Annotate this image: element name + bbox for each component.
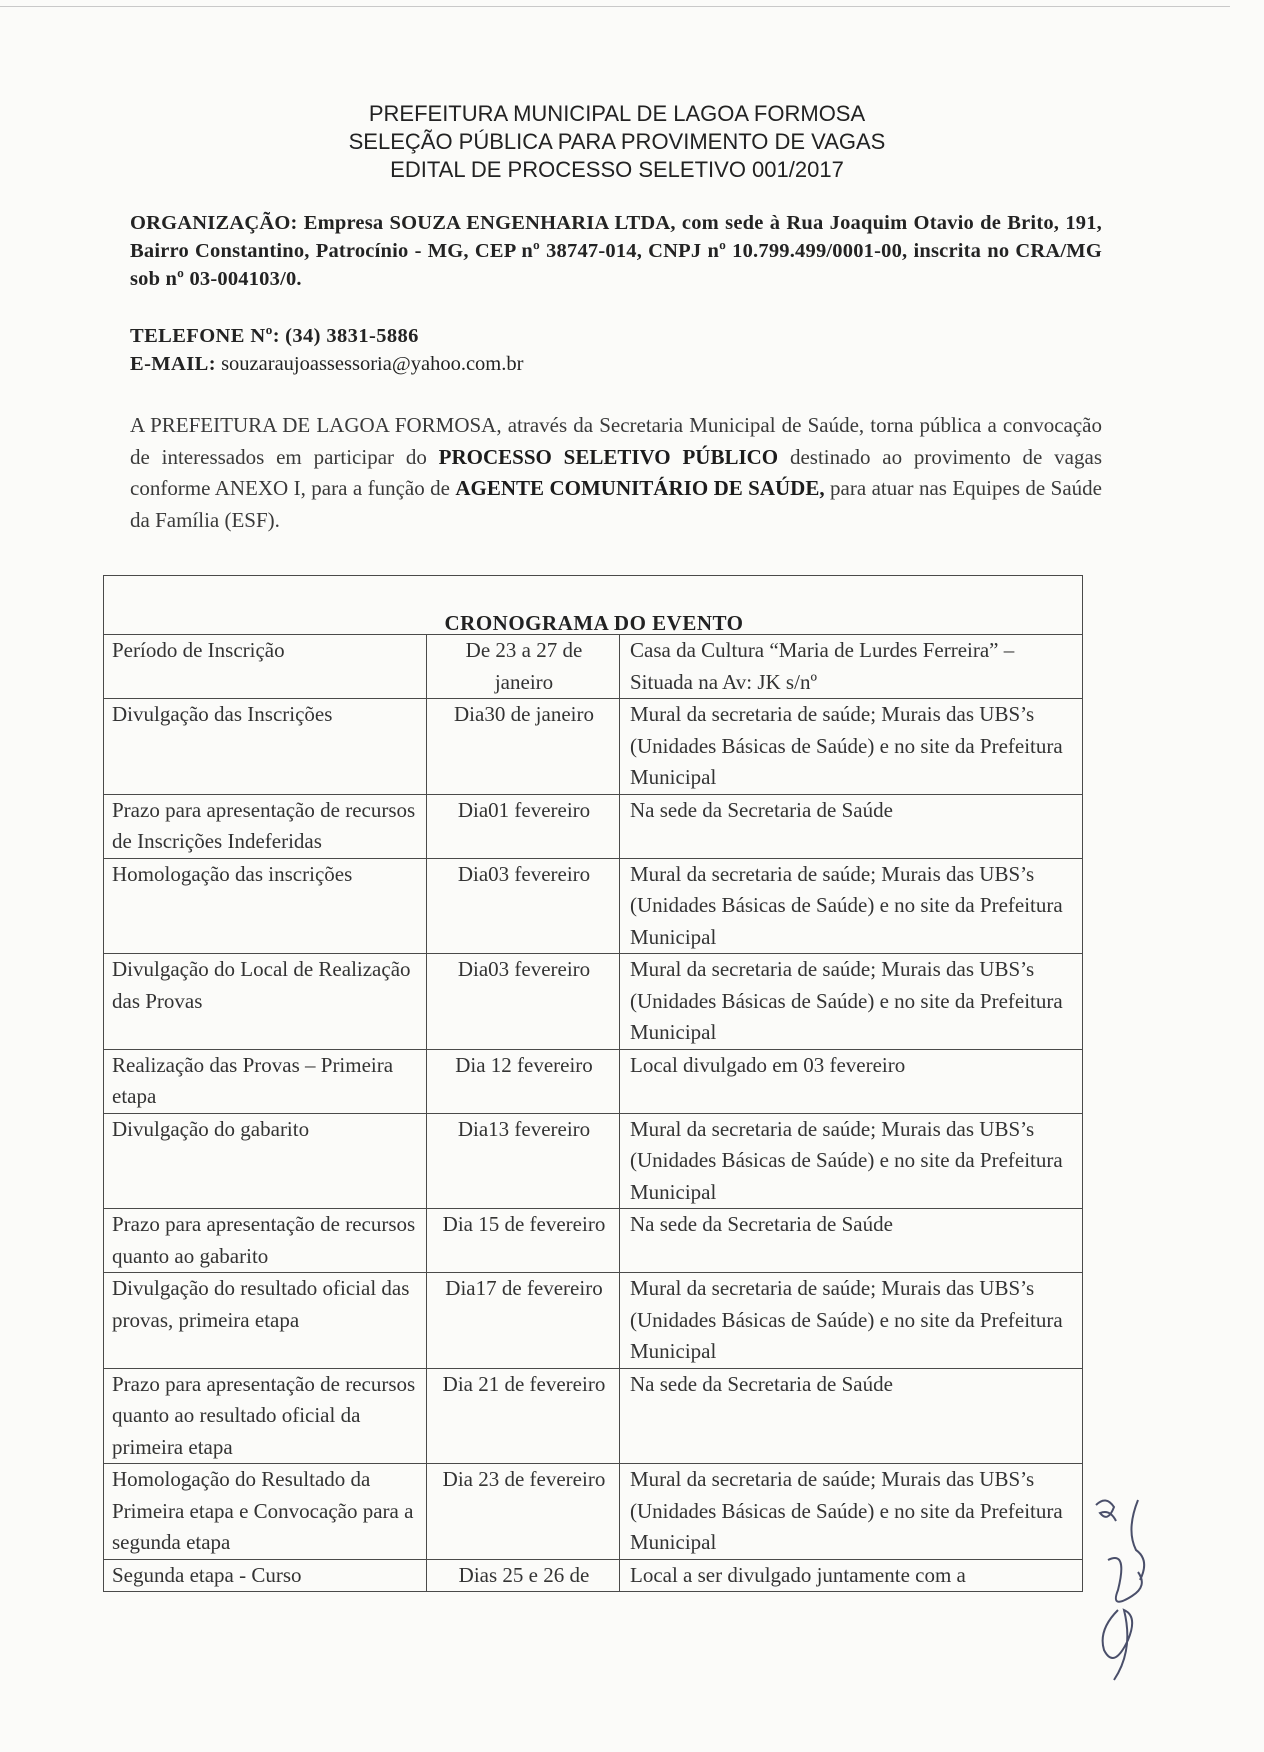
schedule-event-cell: Homologação do Resultado da Primeira etapa e Convocação para a segunda etapa bbox=[104, 1464, 427, 1560]
schedule-row bbox=[104, 1368, 1083, 1464]
phone-number: (34) 3831-5886 bbox=[285, 325, 419, 347]
schedule-table bbox=[103, 575, 1083, 1592]
schedule-place-cell: Mural da secretaria de saúde; Murais das UBS’s (Unidades Básicas de Saúde) e no site da Prefeitura Municipal bbox=[620, 1273, 1083, 1369]
schedule-title: CRONOGRAMA DO EVENTO bbox=[104, 576, 1083, 635]
handwritten-signature-icon bbox=[1088, 1490, 1198, 1690]
schedule-row bbox=[104, 794, 1083, 858]
schedule-place-cell: Local a ser divulgado juntamente com a bbox=[620, 1559, 1083, 1592]
intro-paragraph bbox=[130, 410, 1102, 536]
schedule-event-cell: Divulgação do gabarito bbox=[104, 1113, 427, 1209]
email-line bbox=[130, 350, 523, 378]
phone-line bbox=[130, 322, 523, 350]
schedule-date-cell: Dia01 fevereiro bbox=[427, 794, 620, 858]
schedule-date-cell: Dia 15 de fevereiro bbox=[427, 1209, 620, 1273]
schedule-place-cell: Casa da Cultura “Maria de Lurdes Ferreira” – Situada na Av: JK s/nº bbox=[620, 635, 1083, 699]
schedule-place-cell: Na sede da Secretaria de Saúde bbox=[620, 1368, 1083, 1464]
schedule-event-cell: Divulgação do resultado oficial das provas, primeira etapa bbox=[104, 1273, 427, 1369]
schedule-date-cell: Dia 12 fevereiro bbox=[427, 1049, 620, 1113]
email-label: E-MAIL: bbox=[130, 353, 216, 375]
schedule-row bbox=[104, 635, 1083, 699]
schedule-place-cell: Mural da secretaria de saúde; Murais das UBS’s (Unidades Básicas de Saúde) e no site da Prefeitura Municipal bbox=[620, 1464, 1083, 1560]
phone-label: TELEFONE Nº: bbox=[130, 325, 280, 347]
schedule-row bbox=[104, 1559, 1083, 1592]
schedule-row bbox=[104, 1273, 1083, 1369]
schedule-event-cell: Prazo para apresentação de recursos quanto ao resultado oficial da primeira etapa bbox=[104, 1368, 427, 1464]
schedule-date-cell: Dia03 fevereiro bbox=[427, 954, 620, 1050]
schedule-date-cell: Dia17 de fevereiro bbox=[427, 1273, 620, 1369]
schedule-title-row bbox=[104, 576, 1083, 635]
schedule-date-cell: Dia 23 de fevereiro bbox=[427, 1464, 620, 1560]
header-line-2: SELEÇÃO PÚBLICA PARA PROVIMENTO DE VAGAS bbox=[348, 129, 886, 154]
schedule-event-cell: Divulgação das Inscrições bbox=[104, 699, 427, 795]
schedule-event-cell: Prazo para apresentação de recursos de Inscrições Indeferidas bbox=[104, 794, 427, 858]
schedule-row bbox=[104, 1049, 1083, 1113]
schedule-date-cell: Dias 25 e 26 de bbox=[427, 1559, 620, 1592]
schedule-event-cell: Prazo para apresentação de recursos quanto ao gabarito bbox=[104, 1209, 427, 1273]
intro-part-3: para atuar nas Equipes de Saúde da Família (ESF). bbox=[130, 476, 1102, 532]
schedule-place-cell: Na sede da Secretaria de Saúde bbox=[620, 1209, 1083, 1273]
schedule-row bbox=[104, 1209, 1083, 1273]
schedule-date-cell: Dia30 de janeiro bbox=[427, 699, 620, 795]
intro-bold-2: AGENTE COMUNITÁRIO DE SAÚDE, bbox=[455, 476, 825, 500]
schedule-place-cell: Mural da secretaria de saúde; Murais das UBS’s (Unidades Básicas de Saúde) e no site da Prefeitura Municipal bbox=[620, 858, 1083, 954]
schedule-place-cell: Mural da secretaria de saúde; Murais das UBS’s (Unidades Básicas de Saúde) e no site da Prefeitura Municipal bbox=[620, 1113, 1083, 1209]
schedule-place-cell: Mural da secretaria de saúde; Murais das UBS’s (Unidades Básicas de Saúde) e no site da Prefeitura Municipal bbox=[620, 954, 1083, 1050]
email-address: souzaraujoassessoria@yahoo.com.br bbox=[221, 353, 524, 375]
schedule-event-cell: Homologação das inscrições bbox=[104, 858, 427, 954]
schedule-date-cell: Dia13 fevereiro bbox=[427, 1113, 620, 1209]
header-line-1: PREFEITURA MUNICIPAL DE LAGOA FORMOSA bbox=[368, 101, 866, 126]
schedule-event-cell: Divulgação do Local de Realização das Provas bbox=[104, 954, 427, 1050]
schedule-event-cell: Período de Inscrição bbox=[104, 635, 427, 699]
scan-edge-line bbox=[0, 6, 1230, 7]
schedule-place-cell: Mural da secretaria de saúde; Murais das UBS’s (Unidades Básicas de Saúde) e no site da Prefeitura Municipal bbox=[620, 699, 1083, 795]
schedule-row bbox=[104, 1464, 1083, 1560]
schedule-place-cell: Na sede da Secretaria de Saúde bbox=[620, 794, 1083, 858]
schedule-row bbox=[104, 1113, 1083, 1209]
schedule-date-cell: Dia 21 de fevereiro bbox=[427, 1368, 620, 1464]
schedule-row bbox=[104, 954, 1083, 1050]
schedule-event-cell: Realização das Provas – Primeira etapa bbox=[104, 1049, 427, 1113]
schedule-row bbox=[104, 858, 1083, 954]
document-header bbox=[0, 100, 1264, 184]
schedule-date-cell: Dia03 fevereiro bbox=[427, 858, 620, 954]
schedule-date-cell: De 23 a 27 de janeiro bbox=[427, 635, 620, 699]
intro-bold-1: PROCESSO SELETIVO PÚBLICO bbox=[438, 444, 779, 469]
schedule-row bbox=[104, 699, 1083, 795]
header-line-3: EDITAL DE PROCESSO SELETIVO 001/2017 bbox=[390, 157, 844, 182]
intro-part-2: destinado ao provimento de vagas conforme ANEXO I, para a função de bbox=[130, 444, 1102, 500]
schedule-place-cell: Local divulgado em 03 fevereiro bbox=[620, 1049, 1083, 1113]
contact-block bbox=[130, 322, 523, 378]
organization-paragraph: ORGANIZAÇÃO: Empresa SOUZA ENGENHARIA LTDA, com sede à Rua Joaquim Otavio de Brito, 191, Bairro Constantino, Patrocínio - MG, CEP nº 38747-014, CNPJ nº 10.799.499/0001-00, inscrita no CRA/MG sob nº 03-004103/0. bbox=[130, 212, 1102, 290]
schedule-event-cell: Segunda etapa - Curso bbox=[104, 1559, 427, 1592]
intro-part-1: A PREFEITURA DE LAGOA FORMOSA, através da Secretaria Municipal de Saúde, torna pública a convocação de interessados em participar do bbox=[130, 413, 1102, 469]
